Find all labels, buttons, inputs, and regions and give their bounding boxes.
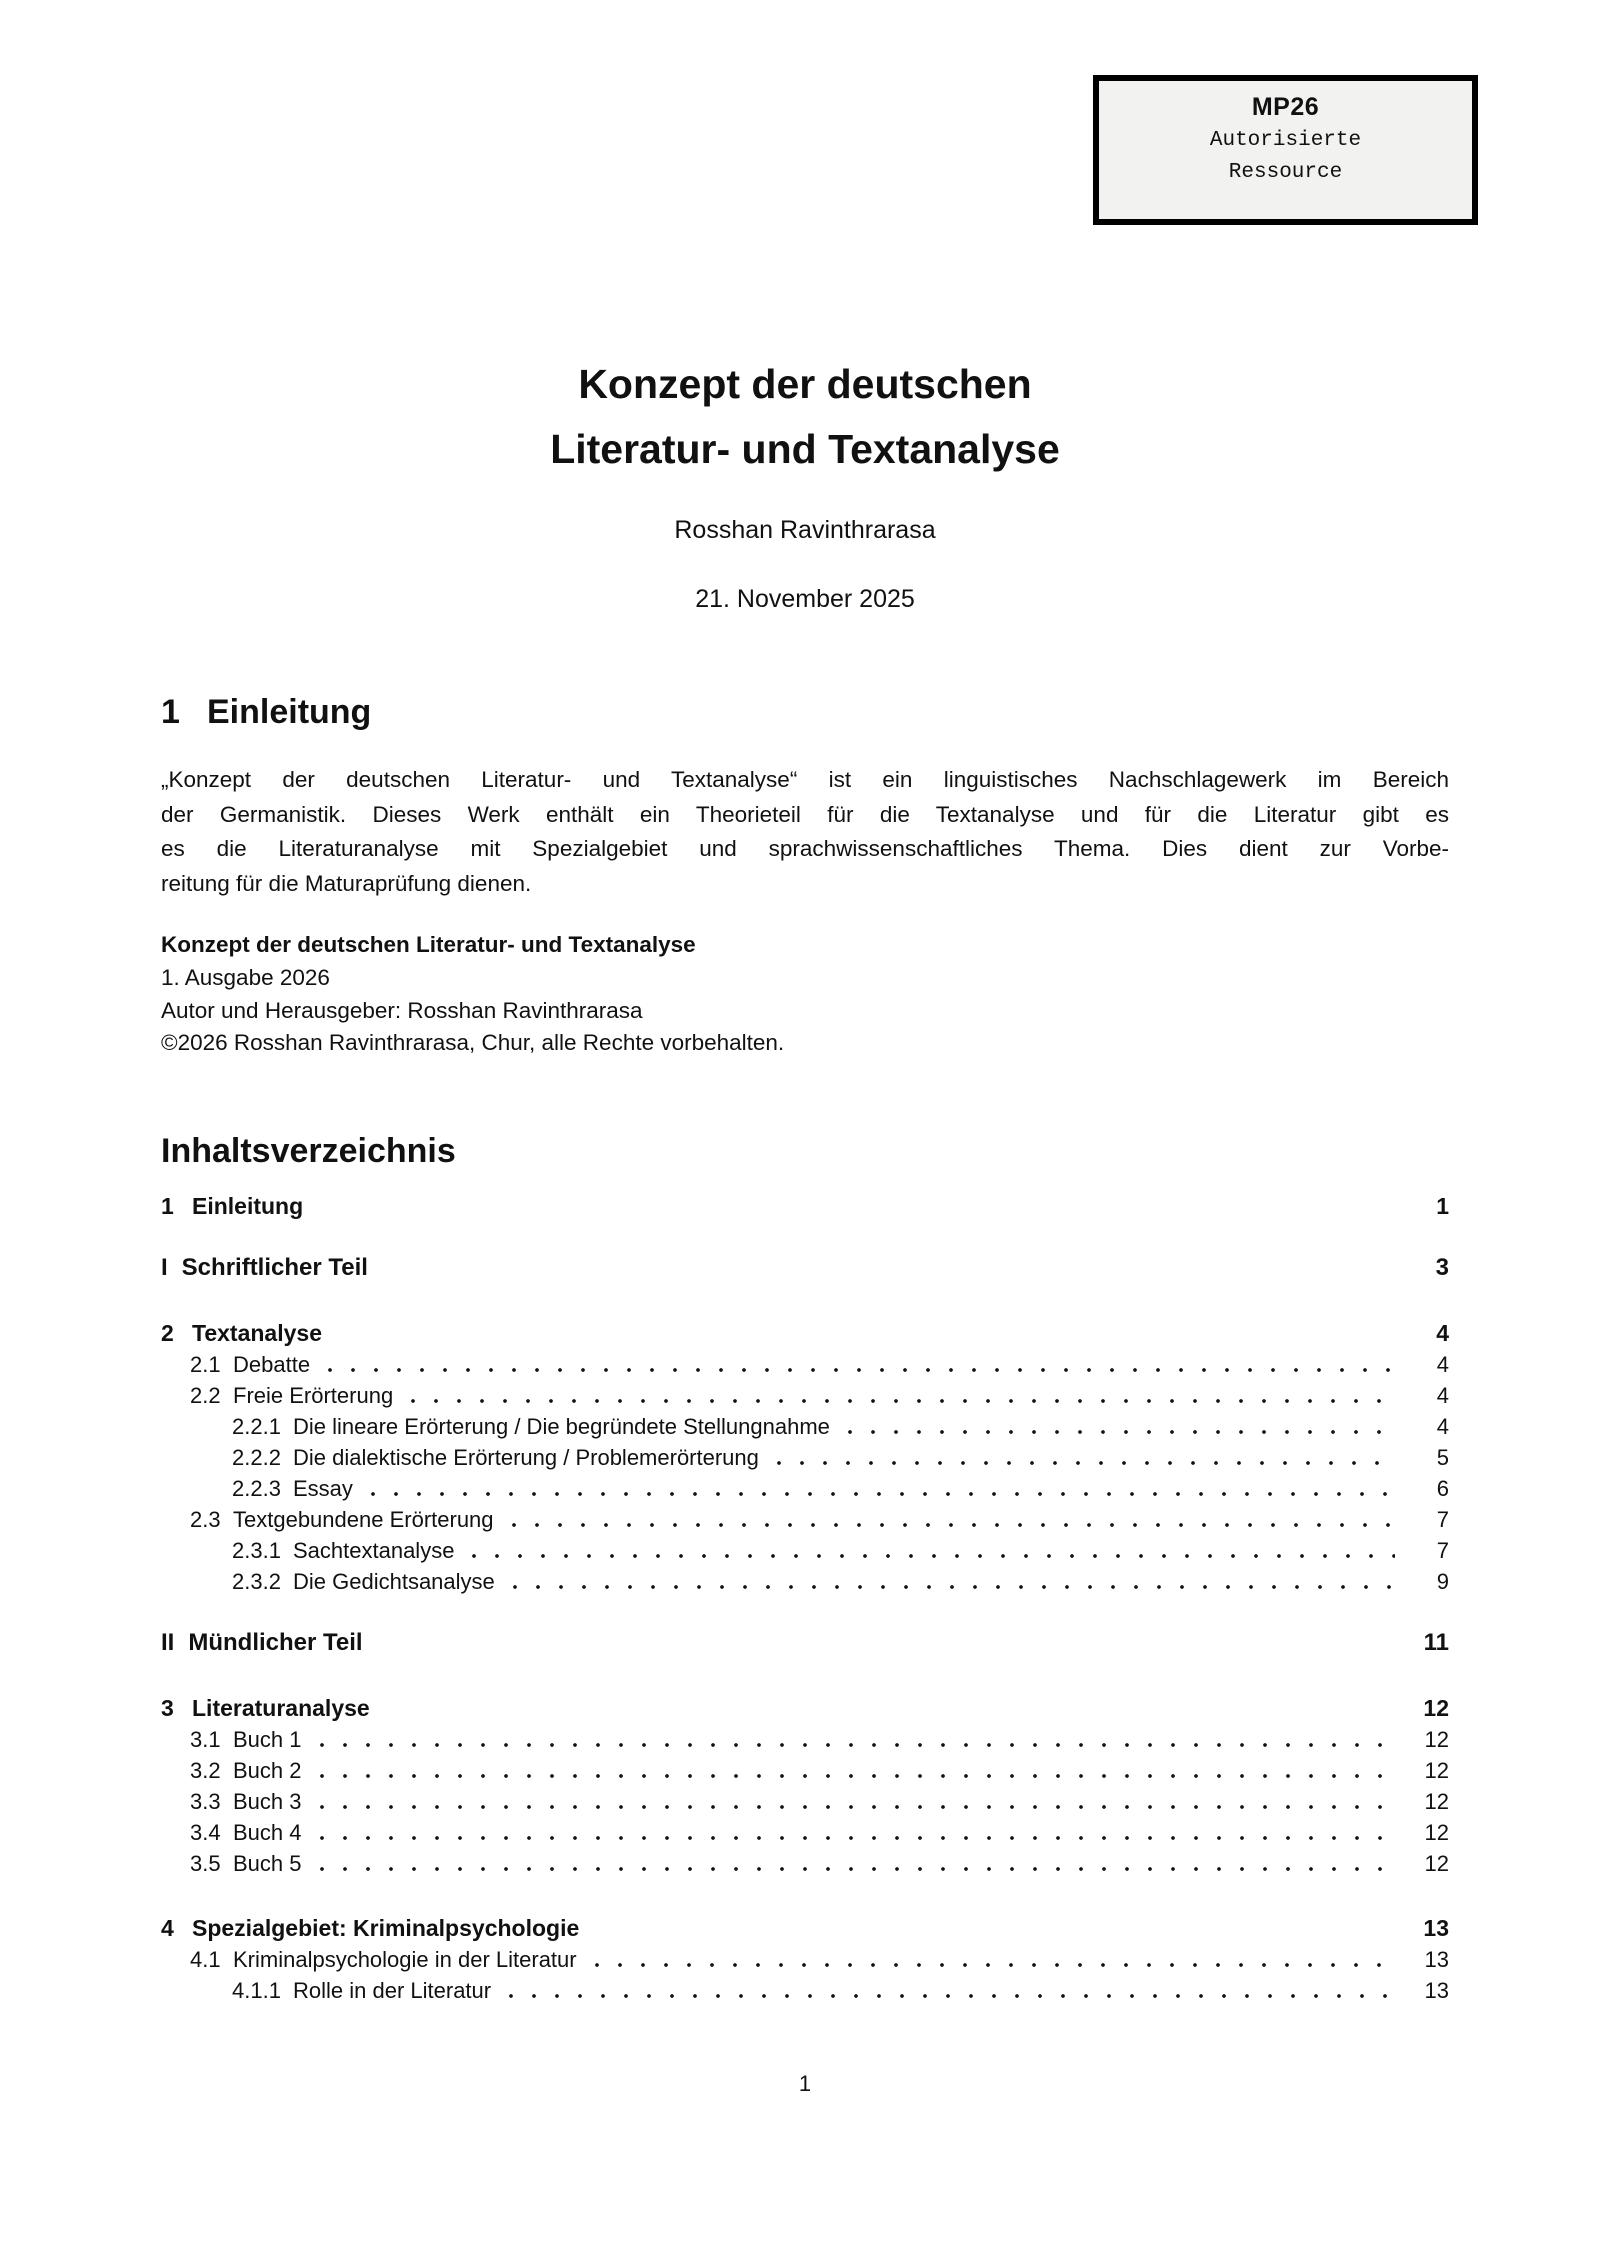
- toc-dot-leader: [403, 1380, 1395, 1411]
- toc-title: Mündlicher Teil: [188, 1628, 363, 1656]
- toc-page-number: 4: [1436, 1413, 1449, 1439]
- toc-entry-dialektische-eroerterung: [161, 1442, 1449, 1473]
- toc-title: Die dialektische Erörterung / Problemerörterung: [293, 1444, 759, 1470]
- toc-title: Schriftlicher Teil: [181, 1253, 368, 1281]
- toc-dot-leader: [769, 1442, 1395, 1473]
- toc-dot-leader: [464, 1535, 1395, 1566]
- toc-title: Debatte: [233, 1351, 311, 1377]
- document-title: [161, 352, 1449, 482]
- toc-dot-leader: [312, 1817, 1396, 1848]
- intro-line: es die Literaturanalyse mit Spezialgebiet und sprachwissenschaftliches Thema. Dies dient zur Vorbe-: [161, 836, 1449, 862]
- intro-line: reitung für die Maturaprüfung dienen.: [161, 870, 532, 896]
- toc-number: 2.1: [190, 1351, 221, 1377]
- toc-page-number: 12: [1424, 1850, 1449, 1876]
- section-heading-einleitung: [161, 689, 1449, 735]
- toc-entry-sachtextanalyse: [161, 1535, 1449, 1566]
- toc-page-number: 12: [1424, 1726, 1449, 1752]
- table-of-contents: [161, 1191, 1449, 2006]
- toc-dot-leader: [504, 1504, 1395, 1535]
- toc-title: Kriminalpsychologie in der Literatur: [233, 1946, 577, 1972]
- toc-number: 4.1.1: [232, 1977, 281, 2003]
- section-title: Einleitung: [207, 693, 372, 731]
- toc-dot-leader: [505, 1566, 1395, 1597]
- toc-title: Literaturanalyse: [192, 1694, 370, 1721]
- toc-number: 3: [161, 1694, 174, 1721]
- toc-number: 4.1: [190, 1946, 221, 1972]
- toc-page-number: 13: [1424, 1946, 1449, 1972]
- colophon: [161, 929, 1449, 1059]
- toc-title: Einleitung: [192, 1192, 304, 1219]
- toc-entry-literaturanalyse: [161, 1693, 1449, 1724]
- document-date: 21. November 2025: [695, 585, 915, 613]
- toc-page-number: 4: [1436, 1382, 1449, 1408]
- document-title-line1: Konzept der deutschen: [578, 361, 1032, 407]
- colophon-copyright-line: ©2026 Rosshan Ravinthrarasa, Chur, alle Rechte vorbehalten.: [161, 1030, 785, 1056]
- toc-entry-buch-2: [161, 1755, 1449, 1786]
- toc-dot-leader: [363, 1473, 1395, 1504]
- toc-number: 3.1: [190, 1726, 221, 1752]
- toc-title: Essay: [293, 1475, 353, 1501]
- toc-title: Spezialgebiet: Kriminalpsychologie: [192, 1914, 580, 1941]
- toc-page-number: 3: [1435, 1253, 1449, 1281]
- toc-page-number: 9: [1436, 1568, 1449, 1594]
- toc-entry-textanalyse: [161, 1318, 1449, 1349]
- toc-dot-leader: [587, 1944, 1395, 1975]
- toc-entry-essay: [161, 1473, 1449, 1504]
- toc-number: II: [161, 1628, 175, 1656]
- colophon-author-line: Autor und Herausgeber: Rosshan Ravinthrarasa: [161, 997, 643, 1023]
- toc-entry-buch-4: [161, 1817, 1449, 1848]
- toc-heading: Inhaltsverzeichnis: [161, 1131, 456, 1170]
- toc-page-number: 1: [1436, 1192, 1449, 1219]
- toc-page-number: 13: [1424, 1977, 1449, 2003]
- toc-page-number: 4: [1436, 1351, 1449, 1377]
- toc-number: 3.2: [190, 1757, 221, 1783]
- toc-number: 2.2.1: [232, 1413, 281, 1439]
- stamp-label-line2: Ressource: [1228, 161, 1343, 184]
- toc-title: Buch 3: [233, 1788, 302, 1814]
- toc-number: 2.2.2: [232, 1444, 281, 1470]
- toc-number: 2.2.3: [232, 1475, 281, 1501]
- toc-title: Buch 1: [233, 1726, 302, 1752]
- toc-title: Buch 2: [233, 1757, 302, 1783]
- intro-paragraph: [161, 763, 1449, 901]
- authorization-stamp-box: [1093, 75, 1478, 225]
- colophon-title: Konzept der deutschen Literatur- und Textanalyse: [161, 932, 696, 958]
- toc-page-number: 4: [1436, 1319, 1449, 1346]
- toc-number: 3.3: [190, 1788, 221, 1814]
- toc-title: Die Gedichtsanalyse: [293, 1568, 495, 1594]
- toc-number: 2: [161, 1319, 174, 1346]
- toc-title: Rolle in der Literatur: [293, 1977, 492, 2003]
- toc-dot-leader: [312, 1724, 1396, 1755]
- toc-entry-rolle-in-der-literatur: [161, 1975, 1449, 2006]
- toc-title: Freie Erörterung: [233, 1382, 394, 1408]
- colophon-edition: 1. Ausgabe 2026: [161, 964, 330, 990]
- toc-dot-leader: [312, 1848, 1396, 1879]
- toc-page-number: 12: [1424, 1788, 1449, 1814]
- toc-page-number: 12: [1424, 1757, 1449, 1783]
- toc-number: 3.4: [190, 1819, 221, 1845]
- toc-entry-kriminalpsychologie-literatur: [161, 1944, 1449, 1975]
- stamp-code: MP26: [1251, 93, 1320, 121]
- toc-page-number: 6: [1436, 1475, 1449, 1501]
- toc-page-number: 12: [1424, 1819, 1449, 1845]
- toc-number: 1: [161, 1192, 174, 1219]
- toc-title: Textanalyse: [192, 1319, 322, 1346]
- author-name: Rosshan Ravinthrarasa: [674, 516, 936, 544]
- toc-entry-buch-1: [161, 1724, 1449, 1755]
- toc-number: 4: [161, 1914, 174, 1941]
- footer-page-number: 1: [798, 2070, 812, 2096]
- toc-page-number: 11: [1423, 1628, 1449, 1656]
- text-block: [161, 352, 1449, 2099]
- stamp-label-line1: Autorisierte: [1209, 129, 1362, 152]
- toc-number: 2.3.2: [232, 1568, 281, 1594]
- toc-number: 2.3: [190, 1506, 221, 1532]
- toc-page-number: 12: [1423, 1694, 1449, 1721]
- toc-title: Die lineare Erörterung / Die begründete Stellungnahme: [293, 1413, 830, 1439]
- toc-number: I: [161, 1253, 168, 1281]
- toc-dot-leader: [501, 1975, 1395, 2006]
- toc-page-number: 13: [1423, 1914, 1449, 1941]
- toc-page-number: 7: [1436, 1506, 1449, 1532]
- toc-entry-buch-5: [161, 1848, 1449, 1879]
- toc-dot-leader: [320, 1349, 1395, 1380]
- toc-entry-part-schriftlicher-teil: [161, 1252, 1449, 1284]
- toc-number: 2.2: [190, 1382, 221, 1408]
- toc-entry-einleitung: [161, 1191, 1449, 1222]
- toc-title: Buch 4: [233, 1819, 302, 1845]
- toc-dot-leader: [312, 1786, 1396, 1817]
- intro-line: der Germanistik. Dieses Werk enthält ein Theorieteil für die Textanalyse und für die Literatur gibt es: [161, 801, 1449, 827]
- toc-entry-buch-3: [161, 1786, 1449, 1817]
- toc-entry-spezialgebiet: [161, 1913, 1449, 1944]
- toc-title: Textgebundene Erörterung: [233, 1506, 494, 1532]
- section-number: 1: [161, 693, 180, 731]
- toc-page-number: 5: [1436, 1444, 1449, 1470]
- toc-number: 3.5: [190, 1850, 221, 1876]
- intro-line: „Konzept der deutschen Literatur- und Textanalyse“ ist ein linguistisches Nachschlagewerk im Bereich: [161, 767, 1449, 792]
- toc-title: Buch 5: [233, 1850, 302, 1876]
- toc-dot-leader: [312, 1755, 1396, 1786]
- toc-entry-debatte: [161, 1349, 1449, 1380]
- toc-number: 2.3.1: [232, 1537, 281, 1563]
- toc-entry-freie-eroerterung: [161, 1380, 1449, 1411]
- toc-entry-lineare-eroerterung: [161, 1411, 1449, 1442]
- toc-page-number: 7: [1436, 1537, 1449, 1563]
- toc-title: Sachtextanalyse: [293, 1537, 455, 1563]
- toc-dot-leader: [840, 1411, 1395, 1442]
- toc-entry-part-muendlicher-teil: [161, 1627, 1449, 1659]
- document-title-line2: Literatur- und Textanalyse: [550, 426, 1060, 472]
- toc-entry-gedichtsanalyse: [161, 1566, 1449, 1597]
- toc-entry-textgebundene-eroerterung: [161, 1504, 1449, 1535]
